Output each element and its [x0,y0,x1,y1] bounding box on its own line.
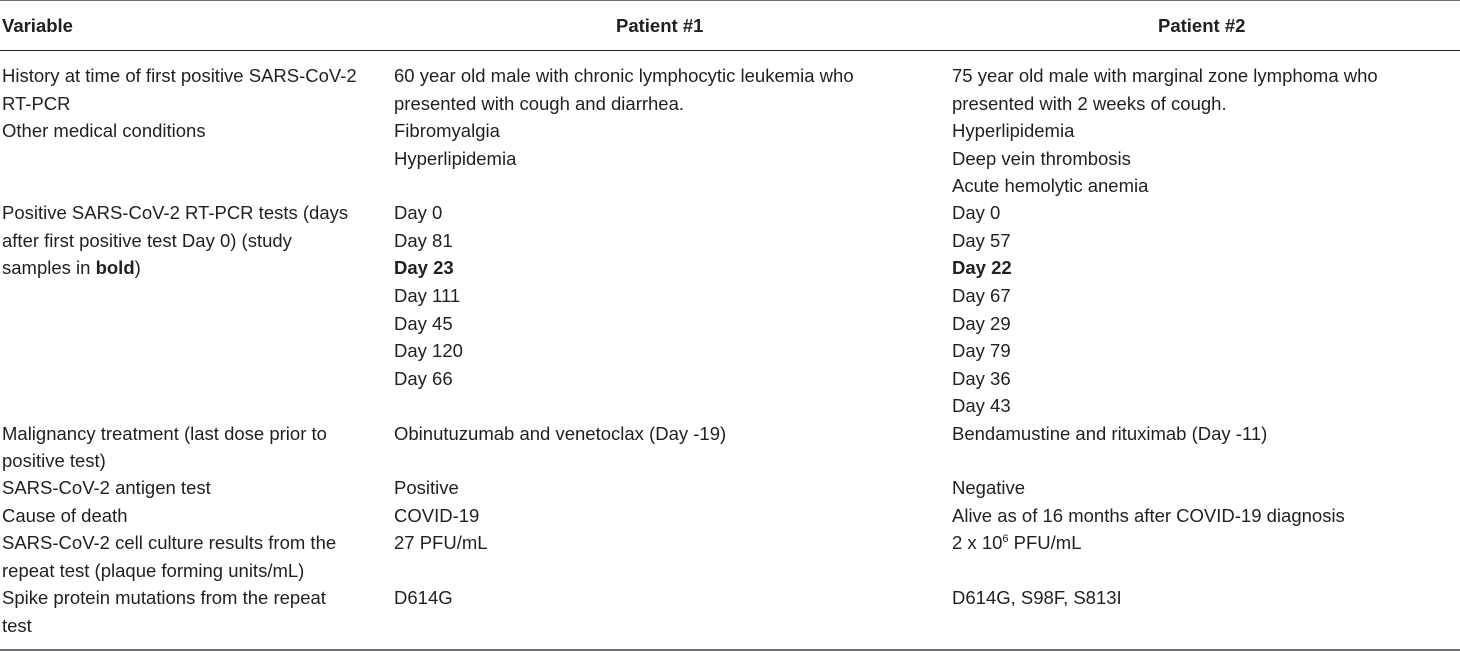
p1-test-day: Day 111 [394,285,461,306]
treatment-label-line: positive test) [2,450,106,471]
history-label-line: RT-PCR [2,93,71,114]
p2-test-day: Day 0 [952,202,1001,223]
header-patient-1: Patient #1 [616,15,704,36]
p2-test-day-study-sample: Day 22 [952,257,1012,278]
p1-treatment: Obinutuzumab and venetoclax (Day -19) [394,423,727,444]
p2-treatment: Bendamustine and rituximab (Day -11) [952,423,1268,444]
death-label: Cause of death [2,505,128,526]
spike-label-line: Spike protein mutations from the repeat [2,587,326,608]
p1-condition: Hyperlipidemia [394,148,517,169]
p1-test-day: Day 0 [394,202,443,223]
p2-history-line: 75 year old male with marginal zone lymphoma who [952,65,1378,86]
p2-condition: Acute hemolytic anemia [952,175,1149,196]
p2-condition: Deep vein thrombosis [952,148,1131,169]
antigen-label: SARS-CoV-2 antigen test [2,477,211,498]
table-top-rule [0,0,1460,1]
tests-label-text: ) [134,257,141,278]
p1-spike: D614G [394,587,453,608]
p1-condition: Fibromyalgia [394,120,500,141]
header-variable: Variable [2,15,73,36]
p2-test-day: Day 67 [952,285,1011,306]
p1-culture: 27 PFU/mL [394,532,488,553]
p2-spike: D614G, S98F, S813I [952,587,1122,608]
p2-culture-exponent: 6 [1002,533,1009,545]
p2-culture-base: 2 x 10 [952,532,1003,553]
p1-death: COVID-19 [394,505,480,526]
other-conditions-label: Other medical conditions [2,120,206,141]
header-rule [0,50,1460,51]
history-label-line: History at time of first positive SARS-CoV-2 [2,65,357,86]
culture-label-line: SARS-CoV-2 cell culture results from the [2,532,337,553]
p2-test-day: Day 43 [952,395,1011,416]
treatment-label-line: Malignancy treatment (last dose prior to [2,423,327,444]
p2-test-day: Day 57 [952,230,1011,251]
p1-test-day: Day 45 [394,313,453,334]
p1-test-day-study-sample: Day 23 [394,257,454,278]
spike-label-line: test [2,615,32,636]
p2-condition: Hyperlipidemia [952,120,1075,141]
p1-history-line: 60 year old male with chronic lymphocytic leukemia who [394,65,854,86]
culture-label-line: repeat test (plaque forming units/mL) [2,560,305,581]
tests-label-bold-word: bold [95,257,135,278]
p1-antigen: Positive [394,477,459,498]
p2-culture-unit: PFU/mL [1008,532,1082,553]
p1-test-day: Day 81 [394,230,453,251]
p1-test-day: Day 120 [394,340,463,361]
p1-test-day: Day 66 [394,368,453,389]
tests-label-line: after first positive test Day 0) (study [2,230,292,251]
p2-culture [952,532,1082,554]
p1-history-line: presented with cough and diarrhea. [394,93,685,114]
tests-label-line [2,257,141,279]
tests-label-text: samples in [2,257,96,278]
p2-death: Alive as of 16 months after COVID-19 diagnosis [952,505,1345,526]
p2-antigen: Negative [952,477,1026,498]
tests-label-line: Positive SARS-CoV-2 RT-PCR tests (days [2,202,349,223]
header-patient-2: Patient #2 [1158,15,1246,36]
p2-test-day: Day 29 [952,313,1011,334]
p2-test-day: Day 36 [952,368,1011,389]
p2-history-line: presented with 2 weeks of cough. [952,93,1227,114]
p2-test-day: Day 79 [952,340,1011,361]
